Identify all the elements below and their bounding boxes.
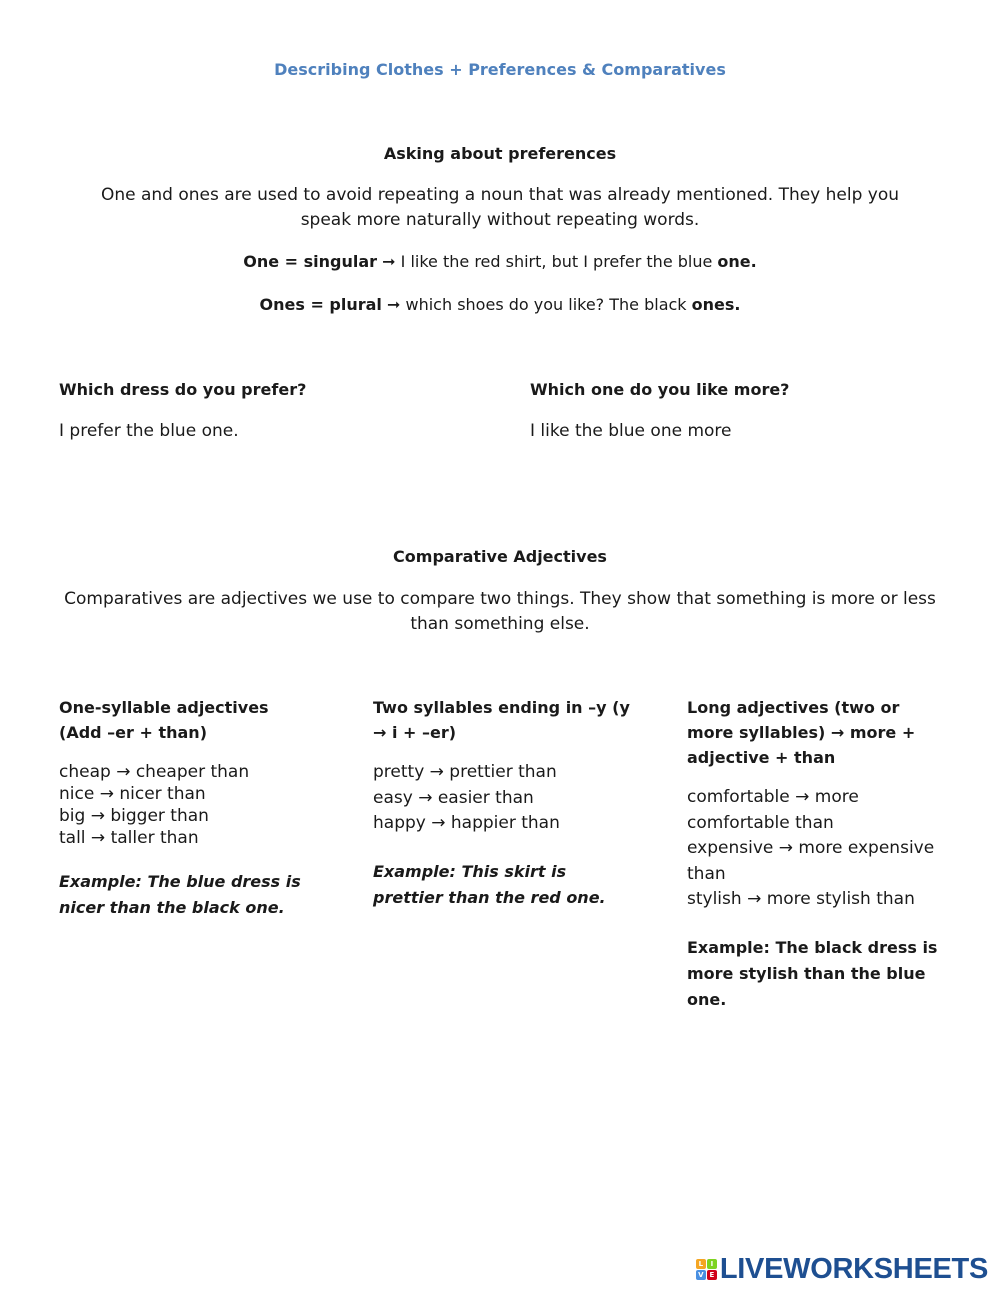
column-example: Example: This skirt is prettier than the red one. xyxy=(373,861,606,907)
list-item: happy → happier than xyxy=(373,813,560,833)
arrow-icon: ➞ xyxy=(387,295,401,314)
rule-singular-text: I like the red shirt, but I prefer the blue xyxy=(395,252,718,271)
rule-singular xyxy=(0,252,1000,271)
rule-plural-end: ones. xyxy=(691,295,741,314)
rule-plural xyxy=(0,295,1000,314)
rule-singular-end: one. xyxy=(717,252,757,271)
column-example: Example: The black dress is more stylish than the blue one. xyxy=(687,937,938,1009)
comparative-column-one-syllable xyxy=(59,695,309,921)
logo-mark-icon xyxy=(696,1259,717,1280)
column-example: Example: The blue dress is nicer than the black one. xyxy=(59,872,301,917)
comparative-column-long xyxy=(687,695,949,1013)
arrow-icon: ➞ xyxy=(382,252,396,271)
rule-plural-label: Ones = plural xyxy=(259,295,382,314)
list-item: tall → taller than xyxy=(59,828,199,848)
comparative-column-y-ending xyxy=(373,695,631,911)
preferences-heading: Asking about preferences xyxy=(383,144,617,163)
rule-singular-label: One = singular xyxy=(243,252,378,271)
list-item: stylish → more stylish than xyxy=(687,889,915,909)
example-list xyxy=(59,761,309,849)
logo-mark-tile: I xyxy=(707,1259,717,1269)
question-1: Which dress do you prefer? xyxy=(59,380,307,399)
liveworksheets-logo xyxy=(696,1252,988,1286)
example-list xyxy=(687,785,949,913)
answer-1: I prefer the blue one. xyxy=(59,421,239,441)
logo-text: LIVEWORKSHEETS xyxy=(719,1252,988,1285)
answer-2: I like the blue one more xyxy=(530,421,732,441)
preferences-intro: One and ones are used to avoid repeating a noun that was already mentioned. They help you speak more naturally without repeating words. xyxy=(100,185,900,230)
question-2: Which one do you like more? xyxy=(530,380,790,399)
column-heading: Two syllables ending in –y (y → i + –er) xyxy=(373,698,630,742)
example-list xyxy=(373,760,631,837)
logo-mark-tile: E xyxy=(707,1270,717,1280)
column-heading: One-syllable adjectives (Add –er + than) xyxy=(59,698,269,742)
list-item: cheap → cheaper than xyxy=(59,762,250,782)
list-item: expensive → more expensive than xyxy=(687,838,935,884)
comparatives-intro: Comparatives are adjectives we use to compare two things. They show that something is more or less than something else. xyxy=(64,589,936,634)
logo-mark-tile: L xyxy=(696,1259,706,1269)
page-title: Describing Clothes + Preferences & Comparatives xyxy=(274,60,726,79)
list-item: comfortable → more comfortable than xyxy=(687,787,859,833)
list-item: nice → nicer than xyxy=(59,784,206,804)
list-item: pretty → prettier than xyxy=(373,762,557,782)
list-item: easy → easier than xyxy=(373,787,534,808)
column-heading: Long adjectives (two or more syllables) → more + adjective + than xyxy=(687,698,916,767)
logo-mark-tile: V xyxy=(696,1270,706,1280)
rule-plural-text: which shoes do you like? The black xyxy=(400,295,692,314)
comparatives-heading: Comparative Adjectives xyxy=(393,547,607,566)
list-item: big → bigger than xyxy=(59,806,209,826)
